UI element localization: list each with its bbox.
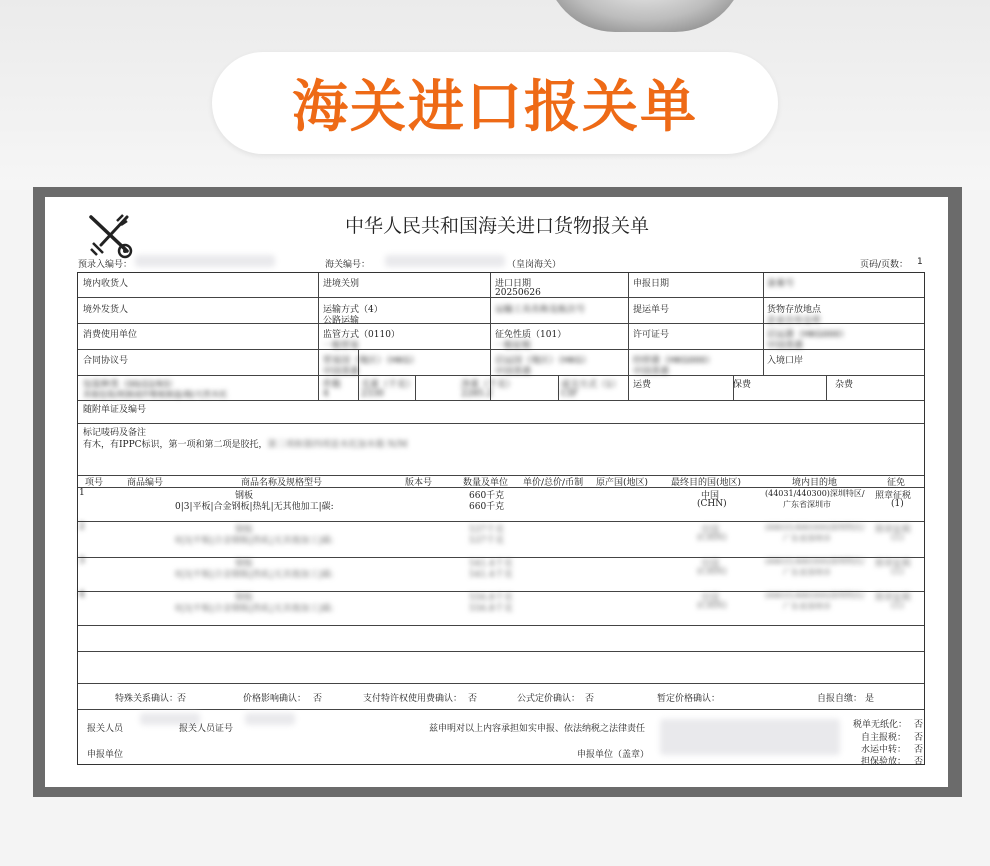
marks-text: 有木，有IPPC标识，第一项和第二项是胶托， [83,440,268,450]
goods-no: 3 [79,556,85,566]
goods-levy: 照章征税 [875,525,912,535]
goods-levy-code: (1) [891,533,904,543]
goods-name: 钢板 [235,593,254,603]
declare-date-label: 申报日期 [633,279,670,289]
supervision-value: 一般贸易 [323,341,360,351]
marks-label: 标记唛码及备注 [83,428,147,438]
self-tax-value: 否 [914,733,924,743]
entry-place-label: 入境口岸 [767,356,804,366]
packing-code: （00/22/93） [119,380,178,390]
record-label: 备案号 [767,279,795,289]
pieces-value: 4 [323,389,329,399]
goods-name: 钢板 [235,525,254,535]
goods-dest-code: (CHN) [697,533,727,543]
goods-dest: 中国 [701,593,720,603]
goods-levy: 照章征税 [875,559,912,569]
pieces-label: 件数 [323,380,342,390]
banner-title: 海关进口报关单 [292,75,698,140]
redacted-cert [245,713,295,725]
goods-domestic-1: (44031/440300)深圳特区/ [765,523,865,532]
contract-label: 合同协议号 [83,356,129,366]
formula-pricing-value: 否 [585,694,595,704]
terms-label: 成交方式 [561,380,598,390]
goods-domestic-2: 广东省深圳市 [783,534,831,543]
col-no: 项号 [85,478,104,488]
freight-label: 运费 [633,380,652,390]
levy-code: （101） [531,330,567,340]
goods-domestic-2: 广东省深圳市 [783,602,831,611]
price-impact-label: 价格影响确认： [243,694,307,704]
supervision-label: 监管方式 [323,330,360,340]
goods-no: 4 [79,590,85,600]
col-dest: 最终目的国(地区) [671,478,742,488]
customs-no-label: 海关编号： [325,260,371,270]
transport-tool-label: 运输工具名称及航次号 [495,305,586,315]
col-version: 版本号 [405,478,433,488]
goods-levy: 照章征税 [875,491,912,501]
packing-value: 其他包装/纸制或纤维板制盒/箱/天然木托 [83,390,228,399]
trade-country-code: （HKG） [386,356,420,366]
levy-label: 征免性质 [495,330,532,340]
paperless-value: 否 [914,720,924,730]
redacted-preentry [135,255,275,267]
terms-value: CIF [561,389,578,399]
goods-domestic-2: 广东省深圳市 [783,500,831,509]
goods-no: 2 [79,522,85,532]
docs-label: 随附单证及编号 [83,405,147,415]
col-qty: 数量及单位 [463,478,509,488]
trade-country-value: 中国香港 [323,367,360,377]
price-impact-value: 否 [313,694,323,704]
col-origin: 原产国(地区) [596,478,649,488]
goods-qty-2: 537千克 [469,536,505,546]
levy-value: 一般征税 [495,341,532,351]
goods-spec: 0|3|平板|合金钢板|热轧|无其他加工|碳: [175,570,334,580]
goods-name: 钢板 [235,559,254,569]
declarant-label: 报关人员 [87,724,124,734]
goods-qty-2: 660千克 [469,502,505,512]
goods-qty-2: 556.8千克 [469,604,513,614]
goods-dest-code: (CHN) [697,499,727,509]
goods-domestic-1: (44031/440300)深圳特区/ [765,557,865,566]
legal-statement: 兹申明对以上内容承担如实申报、依法纳税之法律责任 [429,724,646,734]
goods-levy-code: (1) [891,601,904,611]
entry-port-label: 进境关别 [323,279,360,289]
goods-levy: 照章征税 [875,593,912,603]
transport-mode-label: 运输方式 [323,305,360,315]
page-label: 页码/页数： [860,260,909,270]
royalty-label: 支付特许权使用费确认： [363,694,463,704]
overseas-shipper-label: 境外发货人 [83,305,129,315]
customs-name: （皇岗海关） [507,260,562,270]
guarantee-label: 担保验放： [861,757,907,767]
col-domestic: 境内目的地 [792,478,838,488]
goods-no: 1 [79,488,85,498]
consumer-label: 消费使用单位 [83,330,138,340]
supervision-code: （0110） [359,330,400,340]
storage-label: 货物存放地点 [767,305,822,315]
goods-name: 钢板 [235,491,254,501]
bill-label: 提运单号 [633,305,670,315]
goods-qty-2: 541.4千克 [469,570,513,580]
origin-country-code: （HKG） [558,356,592,366]
goods-spec: 0|3|平板|合金钢板|热轧|无其他加工|碳: [175,536,334,546]
self-pay-label: 自报自缴： [817,694,863,704]
declarant-cert-label: 报关人员证号 [179,724,234,734]
goods-dest: 中国 [701,491,720,501]
redacted-unit-seal [660,719,840,755]
water-transit-label: 水运中转： [861,745,907,755]
goods-qty-1: 541.4千克 [469,559,513,569]
guarantee-value: 否 [914,757,924,767]
trade-country-label: 贸易国（地区） [323,356,387,366]
goods-domestic-1: (44031/440300)深圳特区/ [765,489,865,498]
formula-pricing-label: 公式定价确认： [517,694,581,704]
gross-value: 2330 [361,389,384,399]
gross-label: 毛重（千克） [361,380,416,390]
col-code: 商品编号 [127,478,164,488]
net-label: 净重（千克） [461,380,516,390]
redacted-customs-no [385,255,505,267]
import-date-value: 20250626 [495,288,541,298]
provisional-price-label: 暂定价格确认： [657,694,721,704]
special-relation-label: 特殊关系确认： [115,694,179,704]
customs-emblem-icon [87,213,135,259]
preentry-label: 预录入编号： [78,260,133,270]
form-title: 中华人民共和国海关进口货物报关单 [345,215,650,237]
special-relation-value: 否 [177,694,187,704]
page-value: 1 [917,257,923,267]
goods-domestic-2: 广东省深圳市 [783,568,831,577]
transit-label: 经停港 [633,356,661,366]
import-date-label: 进口日期 [495,279,532,289]
misc-label: 杂费 [835,380,854,390]
self-pay-value: 是 [865,694,875,704]
net-value: 2285.2 [461,389,493,399]
goods-levy-code: (1) [891,499,904,509]
insurance-label: 保费 [733,380,752,390]
self-tax-label: 自主报税： [861,733,907,743]
marks-text-blurred: 第三项和第四项是木托加木箱 N/M [267,440,408,450]
transit-value: 中国香港 [633,367,670,377]
col-name: 商品名称及规格型号 [241,478,323,488]
col-levy: 征免 [887,478,906,488]
goods-qty-1: 660千克 [469,491,505,501]
goods-qty-1: 556.8千克 [469,593,513,603]
consignee-label: 境内收货人 [83,279,129,289]
transit-code: （HKG000） [660,356,715,366]
goods-dest-code: (CHN) [697,567,727,577]
water-transit-value: 否 [914,745,924,755]
port-label: 启运港 [767,330,795,340]
goods-spec: 0|3|平板|合金钢板|热轧|无其他加工|碳: [175,604,334,614]
goods-dest: 中国 [701,559,720,569]
customs-declaration-form [45,197,948,787]
terms-code: （1） [597,380,621,390]
port-value: 中国香港 [767,341,804,351]
storage-value: 企业自有仓库 [767,316,822,326]
goods-dest-code: (CHN) [697,601,727,611]
goods-dest: 中国 [701,525,720,535]
royalty-value: 否 [468,694,478,704]
declaring-unit-seal-label: 申报单位（盖章） [577,750,650,760]
goods-levy-code: (1) [891,567,904,577]
packing-label: 包装种类 [83,380,120,390]
origin-country-label: 启运国（地区） [495,356,559,366]
transport-mode-value: 公路运输 [323,316,360,326]
license-label: 许可证号 [633,330,670,340]
goods-spec: 0|3|平板|合金钢板|热轧|无其他加工|碳: [175,502,334,512]
col-price: 单价/总价/币制 [523,478,584,488]
transport-mode-code: （4） [359,305,383,315]
paperless-label: 税单无纸化： [853,720,908,730]
origin-country-value: 中国香港 [495,367,532,377]
goods-qty-1: 537千克 [469,525,505,535]
port-code: （HKG000） [794,330,849,340]
declaring-unit-label: 申报单位 [87,750,124,760]
title-banner [212,52,778,154]
goods-domestic-1: (44031/440300)深圳特区/ [765,591,865,600]
